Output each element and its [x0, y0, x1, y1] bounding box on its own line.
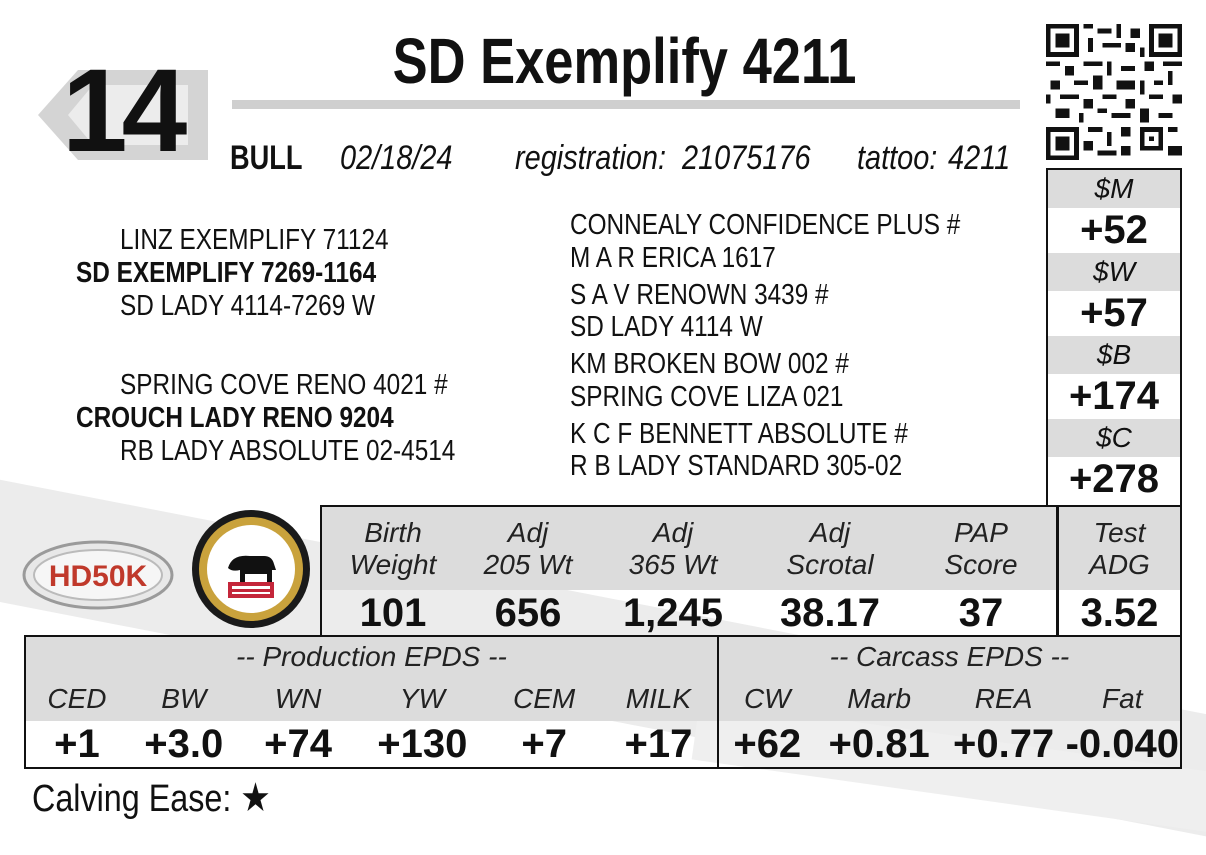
epd-label-fat: Fat: [1065, 677, 1181, 722]
perf-header-pap: PAP Score: [906, 506, 1058, 590]
pedigree-dam-sire: SPRING COVE RENO 4021 #: [120, 369, 448, 401]
tattoo-label: tattoo:: [857, 139, 938, 177]
tattoo-number: 4211: [948, 139, 1011, 177]
pedigree-great-4: SD LADY 4114 W: [570, 311, 763, 343]
epd-value-milk: +17: [624, 722, 693, 767]
perf-header-adj-365: Adj 365 Wt: [592, 506, 754, 590]
index-label-c: $C: [1048, 419, 1180, 457]
epd-value-ced: +1: [54, 722, 100, 767]
epd-value-rea: +0.77: [952, 722, 1055, 767]
epd-label-milk: MILK: [600, 677, 718, 722]
perf-value-birth-weight: 101: [359, 590, 427, 635]
index-label-m: $M: [1048, 170, 1180, 208]
qr-code-icon[interactable]: [1046, 24, 1182, 160]
index-value-b: +174: [1068, 374, 1160, 418]
epd-label-rea: REA: [943, 677, 1065, 722]
pedigree-sire: SD EXEMPLIFY 7269-1164: [76, 257, 377, 289]
perf-header-adg: Test ADG: [1058, 506, 1182, 590]
pedigree-sire-sire: LINZ EXEMPLIFY 71124: [120, 224, 389, 256]
epd-label-marb: Marb: [816, 677, 943, 722]
epd-value-fat: -0.040: [1065, 722, 1179, 767]
title-divider: [232, 100, 1020, 109]
index-label-w: $W: [1048, 253, 1180, 291]
epd-value-bw: +3.0: [144, 722, 224, 767]
pedigree-sire-dam: SD LADY 4114-7269 W: [120, 290, 376, 322]
hd50k-logo: [22, 540, 174, 610]
epd-value-wn: +74: [264, 722, 332, 767]
sex: BULL: [230, 139, 303, 177]
epd-label-bw: BW: [128, 677, 240, 722]
perf-header-adj-scrotal: Adj Scrotal: [754, 506, 906, 590]
calving-ease: [32, 775, 271, 821]
epd-value-cem: +7: [521, 722, 567, 767]
svg-text:HD50K: HD50K: [48, 560, 148, 593]
pedigree-great-5: KM BROKEN BOW 002 #: [570, 348, 849, 380]
perf-value-adj-205: 656: [494, 590, 562, 635]
perf-header-adj-205: Adj 205 Wt: [464, 506, 592, 590]
index-label-b: $B: [1048, 336, 1180, 374]
epd-label-yw: YW: [356, 677, 488, 722]
epd-label-wn: WN: [240, 677, 357, 722]
pedigree-great-1: CONNEALY CONFIDENCE PLUS #: [570, 209, 961, 241]
association-seal-icon: [190, 508, 312, 630]
perf-header-birth-weight: Birth Weight: [321, 506, 464, 590]
index-value-m: +52: [1080, 208, 1148, 252]
perf-value-adj-365: 1,245: [622, 590, 724, 635]
index-value-w: +57: [1080, 291, 1148, 335]
lot-number: 14: [62, 45, 182, 177]
registration-number: 21075176: [682, 139, 811, 177]
index-value-c: +278: [1068, 457, 1160, 501]
pedigree-dam: CROUCH LADY RENO 9204: [76, 402, 394, 434]
pedigree-great-2: M A R ERICA 1617: [570, 242, 776, 274]
pedigree-dam-dam: RB LADY ABSOLUTE 02-4514: [120, 435, 456, 467]
perf-value-adg: 3.52: [1058, 590, 1182, 636]
performance-table: [320, 505, 1182, 637]
epd-table: [24, 635, 1182, 769]
epd-value-marb: +0.81: [828, 722, 930, 767]
birthdate: 02/18/24: [340, 139, 453, 177]
pedigree-great-7: K C F BENNETT ABSOLUTE #: [570, 418, 908, 450]
pedigree-great-8: R B LADY STANDARD 305-02: [570, 450, 903, 482]
perf-value-adj-scrotal: 38.17: [779, 590, 881, 635]
animal-name: SD Exemplify 4211: [392, 25, 857, 97]
epd-label-ced: CED: [25, 677, 128, 722]
epd-value-cw: +62: [718, 721, 816, 768]
epd-value-yw: +130: [377, 722, 468, 767]
calving-ease-label: Calving Ease:: [32, 778, 232, 820]
dollar-index-box: [1046, 168, 1182, 507]
carcass-epds-title: -- Carcass EPDS --: [718, 636, 1181, 677]
star-icon: ★: [240, 776, 271, 820]
registration-label: registration:: [515, 139, 666, 177]
pedigree-great-3: S A V RENOWN 3439 #: [570, 279, 829, 311]
pedigree-great-6: SPRING COVE LIZA 021: [570, 381, 844, 413]
epd-label-cw: CW: [718, 677, 816, 722]
production-epds-title: -- Production EPDS --: [25, 636, 718, 677]
epd-label-cem: CEM: [488, 677, 600, 722]
perf-value-pap: 37: [958, 590, 1004, 635]
